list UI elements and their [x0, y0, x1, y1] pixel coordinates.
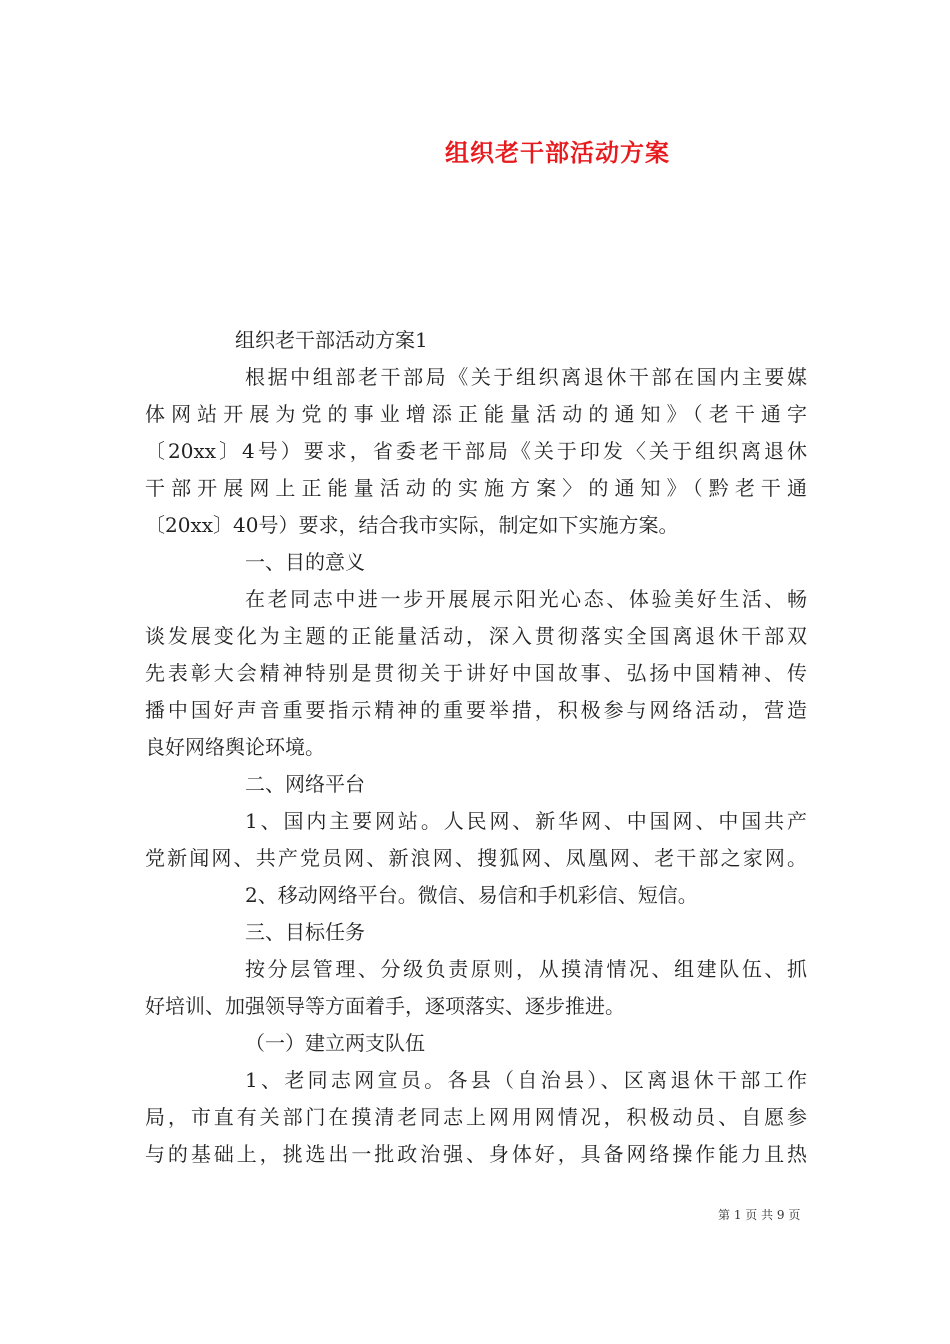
body-line: 好培训、加强领导等方面着手，逐项落实、逐步推进。 — [145, 994, 625, 1018]
body-line: 2、移动网络平台。微信、易信和手机彩信、短信。 — [245, 883, 698, 907]
section-heading: 一、目的意义 — [245, 550, 365, 574]
body-line: 良好网络舆论环境。 — [145, 735, 325, 759]
body-line: 1、老同志网宣员。各县（自治县）、区离退休干部工作 — [245, 1068, 807, 1092]
page-title: 组织老干部活动方案 — [445, 138, 670, 167]
body-line: 党新闻网、共产党员网、新浪网、搜狐网、凤凰网、老干部之家网。 — [145, 846, 807, 870]
body-line: 〔20xx〕40号）要求，结合我市实际，制定如下实施方案。 — [145, 513, 679, 537]
section-heading: 三、目标任务 — [245, 920, 365, 944]
body-line: 播中国好声音重要指示精神的重要举措，积极参与网络活动，营造 — [145, 698, 807, 722]
body-line: 局，市直有关部门在摸清老同志上网用网情况，积极动员、自愿参 — [145, 1105, 807, 1129]
body-line: 谈发展变化为主题的正能量活动，深入贯彻落实全国离退休干部双 — [145, 624, 807, 648]
body-line: 体网站开展为党的事业增添正能量活动的通知》（老干通字 — [145, 402, 807, 426]
body-line: 1、国内主要网站。人民网、新华网、中国网、中国共产 — [245, 809, 807, 833]
body-line: 在老同志中进一步开展展示阳光心态、体验美好生活、畅 — [245, 587, 807, 611]
body-line: 与的基础上，挑选出一批政治强、身体好，具备网络操作能力且热 — [145, 1142, 807, 1166]
section-subtitle: 组织老干部活动方案1 — [235, 328, 428, 352]
sub-heading: （一）建立两支队伍 — [245, 1031, 425, 1055]
body-line: 按分层管理、分级负责原则，从摸清情况、组建队伍、抓 — [245, 957, 807, 981]
body-line: 干部开展网上正能量活动的实施方案〉的通知》（黔老干通 — [145, 476, 807, 500]
document-body — [145, 322, 807, 1173]
body-line: 先表彰大会精神特别是贯彻关于讲好中国故事、弘扬中国精神、传 — [145, 661, 807, 685]
body-line: 〔20xx〕4号）要求，省委老干部局《关于印发〈关于组织离退休 — [145, 439, 807, 463]
section-heading: 二、网络平台 — [245, 772, 365, 796]
body-line: 根据中组部老干部局《关于组织离退休干部在国内主要媒 — [245, 365, 807, 389]
page-number: 第 1 页 共 9 页 — [718, 1208, 801, 1222]
